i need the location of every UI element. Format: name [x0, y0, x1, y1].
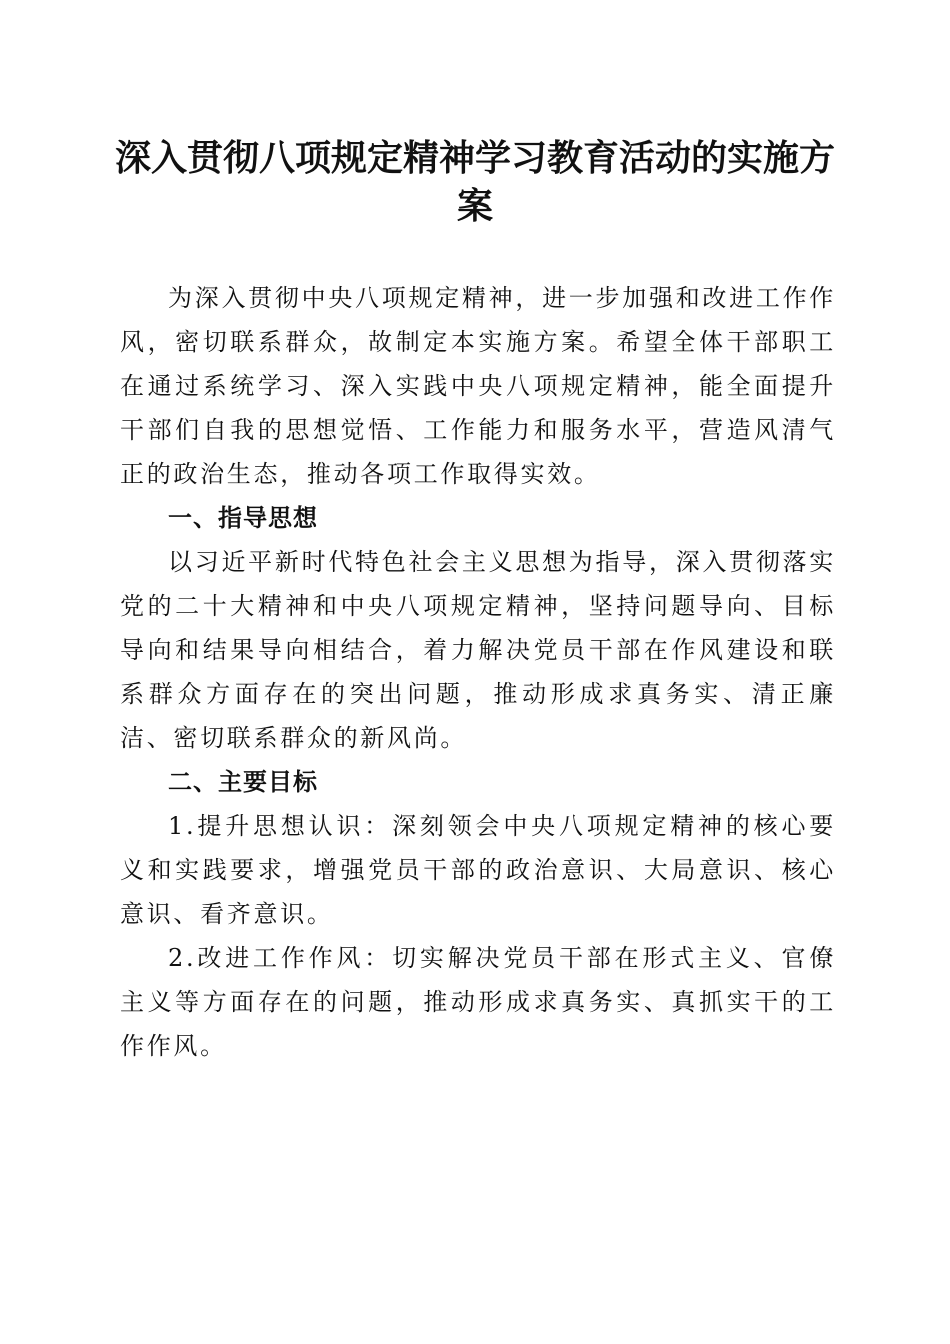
- intro-paragraph: 为深入贯彻中央八项规定精神，进一步加强和改进工作作风，密切联系群众，故制定本实施方案。希望全体干部职工在通过系统学习、深入实践中央八项规定精神，能全面提升干部们自我的思想觉悟、工作能力和服务水平，营造风清气正的政治生态，推动各项工作取得实效。: [120, 284, 836, 488]
- document-title: [110, 134, 840, 230]
- goal-item-2: 2.改进工作作风：切实解决党员干部在形式主义、官僚主义等方面存在的问题，推动形成求真务实、真抓实干的工作作风。: [120, 944, 836, 1060]
- document-title-line2: 案: [456, 185, 493, 227]
- document-title-line1: 深入贯彻八项规定精神学习教育活动的实施方: [114, 137, 835, 179]
- document-body: [120, 276, 836, 1068]
- goal-item-1: 1.提升思想认识：深刻领会中央八项规定精神的核心要义和实践要求，增强党员干部的政治意识、大局意识、核心意识、看齐意识。: [120, 812, 836, 928]
- section-heading-main-goals: 二、主要目标: [168, 768, 318, 796]
- guiding-thought-paragraph: 以习近平新时代特色社会主义思想为指导，深入贯彻落实党的二十大精神和中央八项规定精神，坚持问题导向、目标导向和结果导向相结合，着力解决党员干部在作风建设和联系群众方面存在的突出问题，推动形成求真务实、清正廉洁、密切联系群众的新风尚。: [120, 548, 836, 752]
- section-heading-guiding-thought: 一、指导思想: [168, 504, 318, 532]
